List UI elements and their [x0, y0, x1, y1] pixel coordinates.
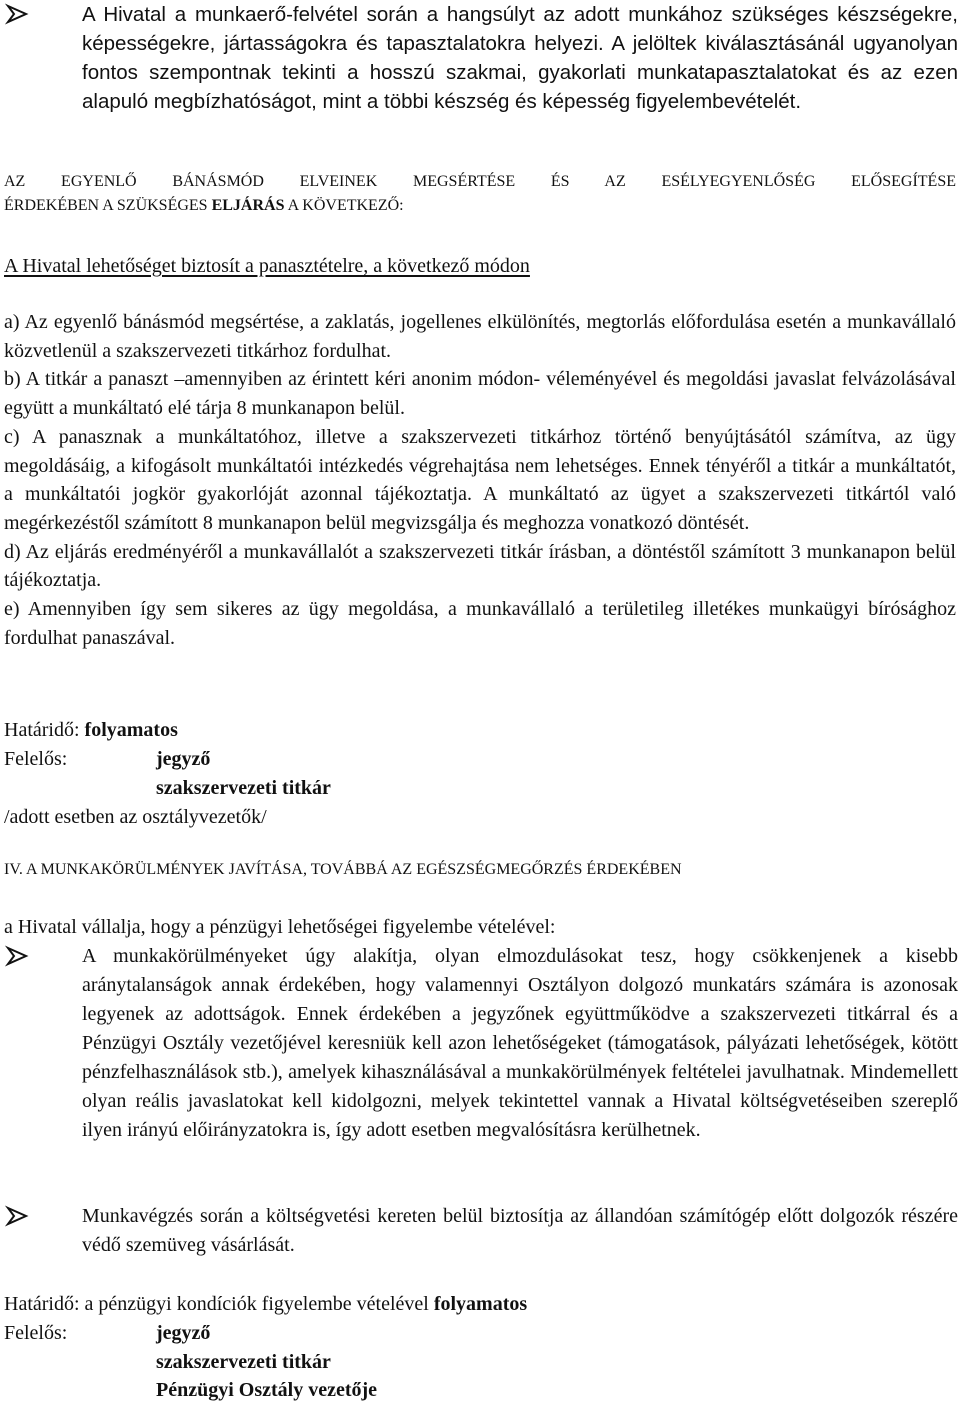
section-heading-tail: A KÖVETKEZŐ: — [284, 197, 404, 214]
deadline-2-value: folyamatos — [433, 1293, 528, 1315]
bullet-item — [4, 0, 958, 116]
section-heading-bold: ELJÁRÁS — [211, 197, 285, 214]
section-heading-line1: AZ EGYENLŐ BÁNÁSMÓD ELVEINEK MEGSÉRTÉSE ÉS AZ ESÉLYEGYENLŐSÉG ELŐSEGÍTÉSE — [4, 173, 956, 190]
section-4-bullet-1 — [4, 942, 958, 1145]
procedure-item-a: a) Az egyenlő bánásmód megsértése, a zaklatás, jogellenes elkülönítés, megtorlás előfordulása esetén a munkavállaló közvetlenül a szakszervezeti titkárhoz fordulhat. — [4, 311, 956, 362]
bullet-text: A munkakörülményeket úgy alakítja, olyan elmozdulásokat tesz, hogy csökkenjenek a kisebb aránytalanságok annak érdekében, hogy valamennyi Osztályon dolgozó munkatárs számára is azonosak legyenek az adottságok. Ennek érdekében a jegyzőnek együttműködve a szakszervezeti titkárral és a Pénzügyi Osztály vezetőjével keresniük kell azon lehetőségeket (támogatások, pályázati lehetőségek, kötött pénzfelhasználások stb.), amelyek kihasználásával a munkakörülmények feltételei javulhatnak. Mindemellett olyan reális javaslatokat kell kidolgozni, melyek tekintettel vannak a Hivatal költségvetéseiben szereplő ilyen irányú előirányzatokra is, így adott esetben megvalósításra kerülhetnek. — [82, 945, 958, 1141]
procedure-item-b: b) A titkár a panaszt –amennyiben az érintett kéri anonim módon- véleményével és megoldási javaslat felvázolásával együtt a munkáltató elé tárja 8 munkanapon belül. — [4, 368, 956, 420]
responsible-2-value-2: szakszervezeti titkár — [156, 1351, 331, 1373]
deadline-1-value: folyamatos — [84, 719, 178, 741]
deadline-2: Határidő: a pénzügyi kondíciók figyelembe vételével folyamatos — [4, 1293, 528, 1315]
arrowhead-bullet-icon — [4, 1204, 32, 1228]
responsible-1-value-1: jegyző — [156, 748, 211, 770]
deadline-1: Határidő: folyamatos — [4, 719, 178, 741]
procedure-list — [4, 308, 956, 652]
section-4-intro: a Hivatal vállalja, hogy a pénzügyi lehetőségei figyelembe vételével: — [4, 916, 556, 938]
procedure-item-c: c) A panasznak a munkáltatóhoz, illetve a szakszervezeti titkárhoz történő benyújtásától számítva, az ügy megoldásáig, a kifogásolt munkáltatói intézkedés végrehajtása nem lehetséges. Ennek tényéről a titkár a munkáltatót, a munkáltatói jogkör gyakorlóját azonnal tájékoztatja. A munkáltató az ügyet a szakszervezeti titkártól való megérkezéstől számított 8 munkanapon belül megvizsgálja és meghozza vonatkozó döntését. — [4, 425, 956, 534]
section-4-bullet-2 — [4, 1202, 958, 1260]
procedure-item-d: d) Az eljárás eredményéről a munkavállalót a szakszervezeti titkár írásban, a döntéstől számított 3 munkanapon belül tájékoztatja. — [4, 540, 956, 592]
arrowhead-bullet-icon — [4, 2, 32, 26]
section-heading — [4, 170, 956, 218]
section-heading-line2: ÉRDEKÉBEN A SZÜKSÉGES — [4, 197, 212, 214]
procedure-item-e: e) Amennyiben így sem sikeres az ügy megoldása, a munkavállaló a területileg illetékes munkaügyi bírósághoz fordulhat panaszával. — [4, 598, 956, 649]
arrowhead-bullet-icon — [4, 944, 32, 968]
responsible-1-value-2: szakszervezeti titkár — [156, 777, 331, 799]
responsible-1-note: /adott esetben az osztályvezetők/ — [4, 806, 267, 828]
complaint-subheading: A Hivatal lehetőséget biztosít a panasztételre, a következő módon — [4, 255, 530, 277]
responsible-2-value-3: Pénzügyi Osztály vezetője — [156, 1379, 378, 1401]
bullet-text: Munkavégzés során a költségvetési kereten belül biztosítja az állandóan számítógép előtt dolgozók részére védő szemüveg vásárlását. — [82, 1205, 958, 1256]
responsible-2: Felelős: jegyző — [4, 1319, 67, 1347]
responsible-2-value-1: jegyző — [156, 1322, 211, 1344]
bullet-text: A Hivatal a munkaerő-felvétel során a hangsúlyt az adott munkához szükséges készségekre, képességekre, jártasságokra és tapasztalatokra helyezi. A jelöltek kiválasztásánál ugyanolyan fontos szempontnak tekinti a hosszú szakmai, gyakorlati munkatapasztalatokat és az ezen alapuló megbízhatóságot, mint a többi készség és képesség figyelembevételét. — [82, 3, 958, 113]
section-4-heading: IV. A MUNKAKÖRÜLMÉNYEK JAVÍTÁSA, TOVÁBBÁ AZ EGÉSZSÉGMEGŐRZÉS ÉRDEKÉBEN — [4, 861, 682, 878]
responsible-1: Felelős: jegyző — [4, 745, 67, 773]
